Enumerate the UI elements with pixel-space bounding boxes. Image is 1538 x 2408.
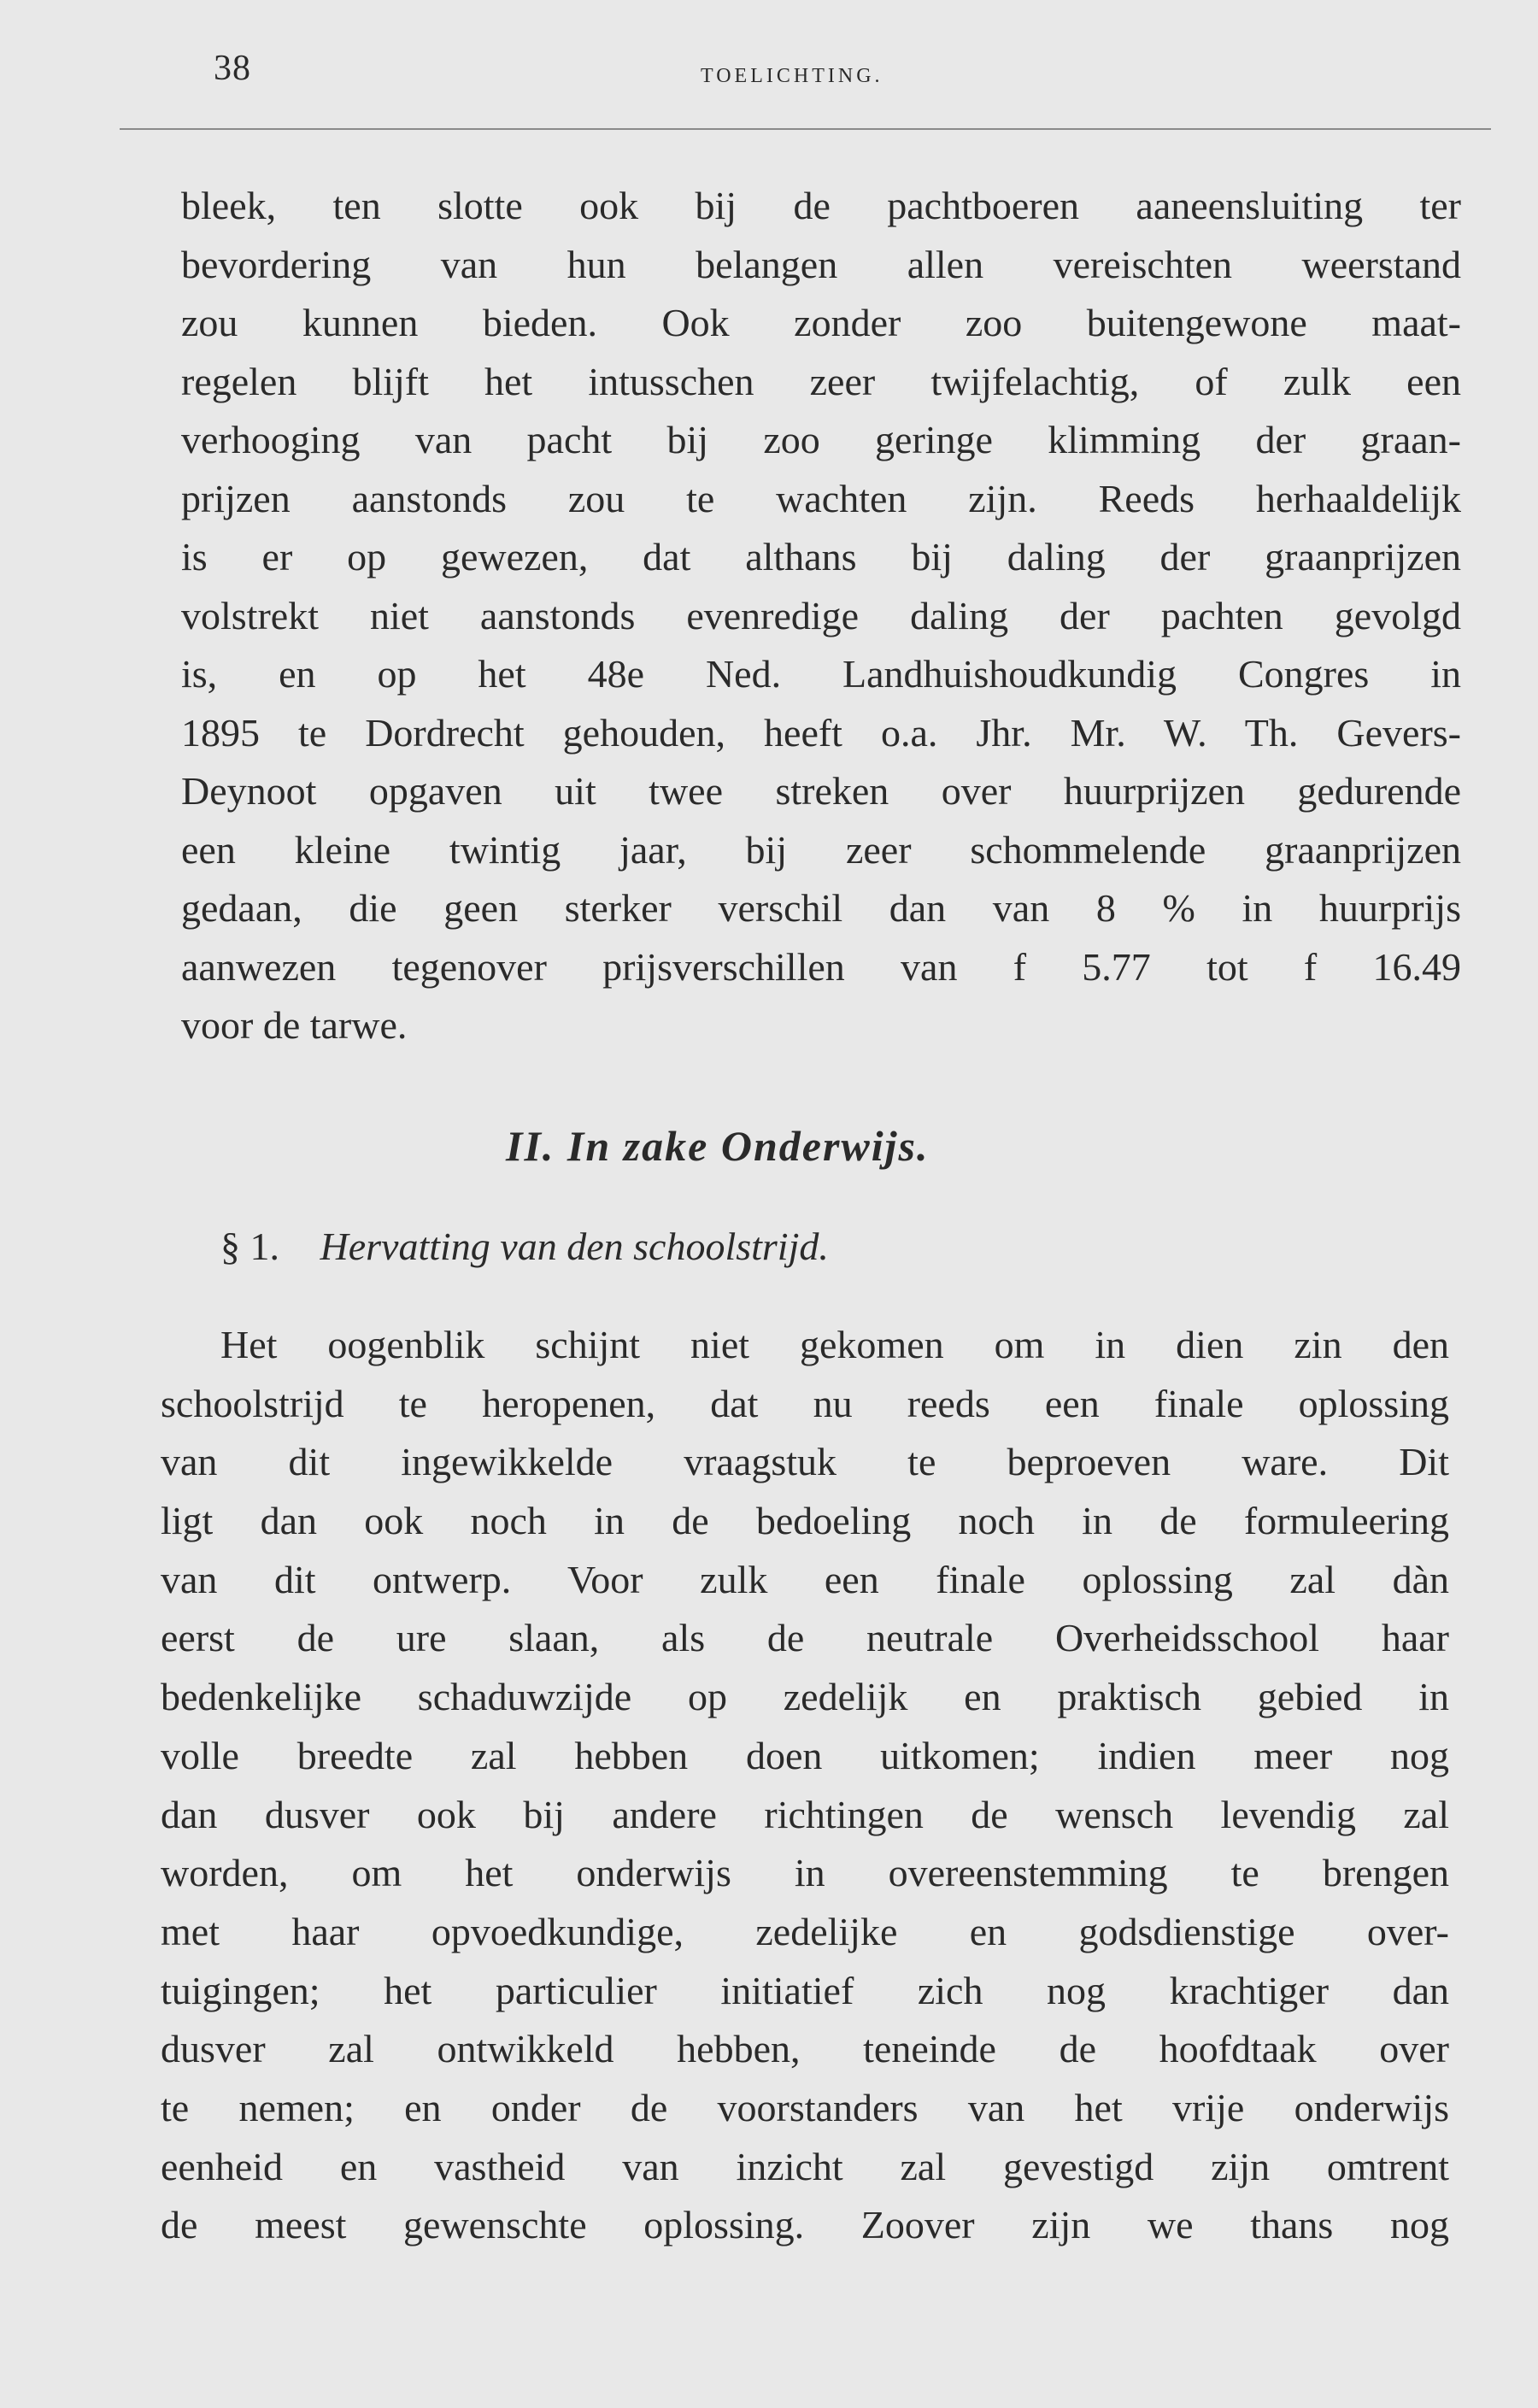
text-line: tuigingen; het particulier initiatief zich nog krachtiger dan — [161, 1968, 1449, 2012]
running-head: TOELICHTING. — [701, 65, 883, 87]
text-line: is, en op het 48e Ned. Landhuishoudkundig Congres in — [181, 652, 1461, 696]
text-line: de meest gewenschte oplossing. Zoover zijn we thans nog — [161, 2203, 1449, 2247]
text-line: van dit ontwerp. Voor zulk een finale oplossing zal dàn — [161, 1557, 1449, 1601]
text-line: eenheid en vastheid van inzicht zal gevestigd zijn omtrent — [161, 2144, 1449, 2188]
text-line: te nemen; en onder de voorstanders van het vrije onderwijs — [161, 2085, 1449, 2129]
paragraph-education — [161, 1316, 1449, 2255]
text-line: Deynoot opgaven uit twee streken over huurprijzen gedurende — [181, 769, 1461, 813]
text-line: is er op gewezen, dat althans bij daling der graanprijzen — [181, 535, 1461, 579]
section-title: II. In zake Onderwijs. — [506, 1122, 930, 1170]
paragraph-economy — [181, 177, 1461, 1055]
subsection-heading — [220, 1224, 829, 1269]
page-header — [197, 48, 1495, 99]
text-line: voor de tarwe. — [181, 1003, 408, 1047]
subsection-number: § 1. — [220, 1225, 279, 1268]
text-line: regelen blijft het intusschen zeer twijfelachtig, of zulk een — [181, 359, 1461, 403]
text-line: bedenkelijke schaduwzijde op zedelijk en praktisch gebied in — [161, 1675, 1449, 1719]
text-line: volle breedte zal hebben doen uitkomen; indien meer nog — [161, 1733, 1449, 1777]
text-line: bleek, ten slotte ook bij de pachtboeren aaneensluiting ter — [181, 184, 1461, 227]
text-line: ligt dan ook noch in de bedoeling noch in de formuleering — [161, 1499, 1449, 1543]
text-line: zou kunnen bieden. Ook zonder zoo buitengewone maat- — [181, 301, 1461, 344]
text-line: dusver zal ontwikkeld hebben, teneinde de hoofdtaak over — [161, 2027, 1449, 2071]
text-line: schoolstrijd te heropenen, dat nu reeds een finale oplossing — [161, 1381, 1449, 1425]
text-line: eerst de ure slaan, als de neutrale Overheidsschool haar — [161, 1616, 1449, 1660]
text-line: prijzen aanstonds zou te wachten zijn. Reeds herhaaldelijk — [181, 476, 1461, 520]
text-line: gedaan, die geen sterker verschil dan van 8 % in huurprijs — [181, 886, 1461, 930]
subsection-title: Hervatting van den schoolstrijd. — [320, 1225, 829, 1268]
text-line: aanwezen tegenover prijsverschillen van f 5.77 tot f 16.49 — [181, 944, 1461, 989]
text-line: worden, om het onderwijs in overeenstemming te brengen — [161, 1851, 1449, 1895]
text-line: volstrekt niet aanstonds evenredige daling der pachten gevolgd — [181, 593, 1461, 637]
page-number: 38 — [214, 49, 251, 88]
text-line: dan dusver ook bij andere richtingen de wensch levendig zal — [161, 1792, 1449, 1836]
header-rule — [120, 128, 1491, 130]
text-line: Het oogenblik schijnt niet gekomen om in dien zin den — [220, 1323, 1449, 1366]
text-line: verhooging van pacht bij zoo geringe klimming der graan- — [181, 418, 1461, 461]
text-line: 1895 te Dordrecht gehouden, heeft o.a. Jhr. Mr. W. Th. Gevers- — [181, 710, 1461, 755]
text-line: een kleine twintig jaar, bij zeer schommelende graanprijzen — [181, 827, 1461, 872]
text-line: van dit ingewikkelde vraagstuk te beproeven ware. Dit — [161, 1440, 1449, 1484]
text-line: bevordering van hun belangen allen vereischten weerstand — [181, 242, 1461, 286]
text-line: met haar opvoedkundige, zedelijke en godsdienstige over- — [161, 1909, 1449, 1953]
